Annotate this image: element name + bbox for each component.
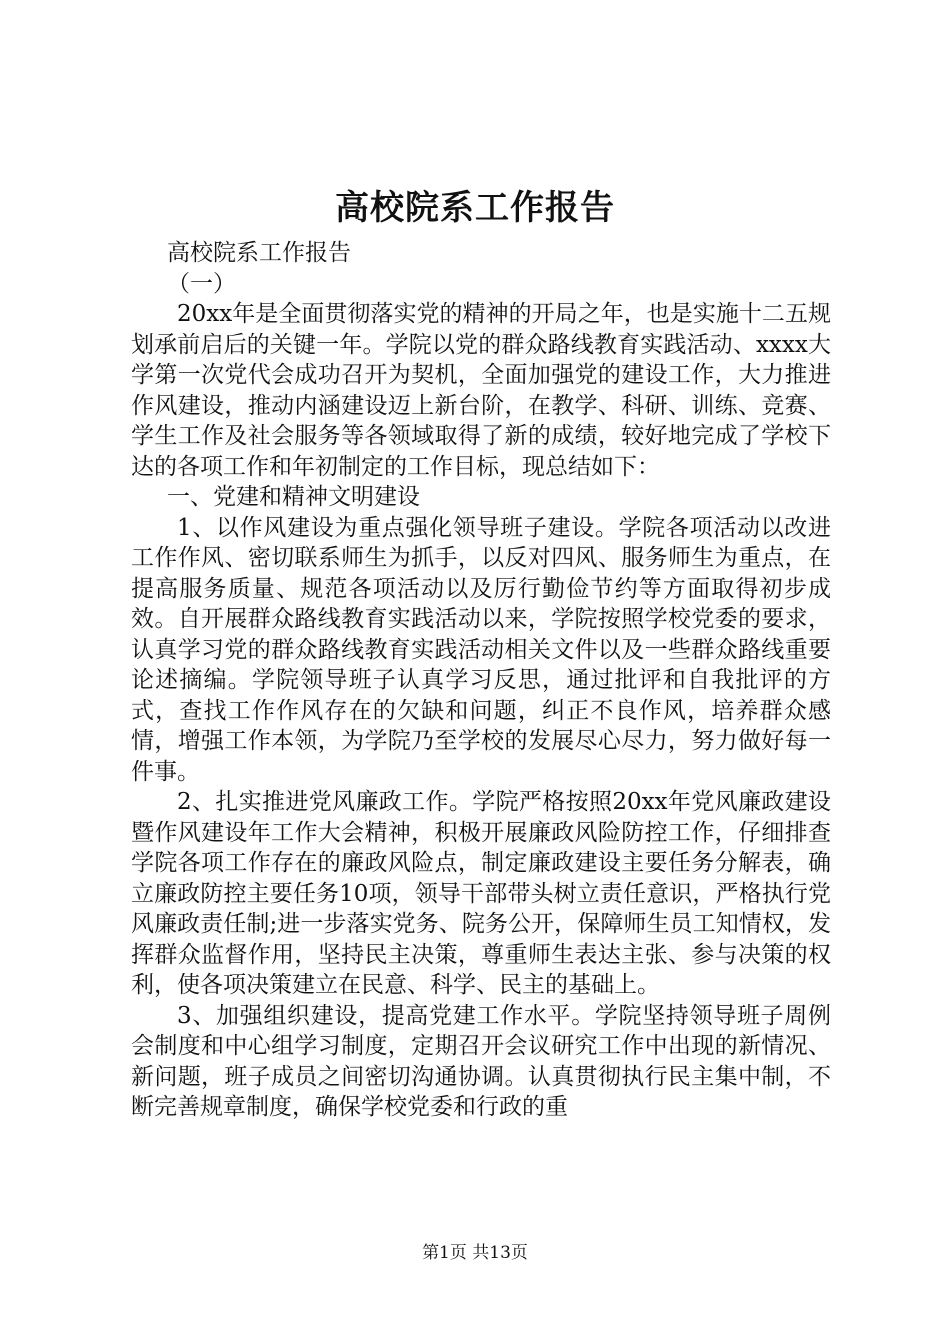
body-paragraph-1: 1、以作风建设为重点强化领导班子建设。学院各项活动以改进工作作风、密切联系师生为抓手，以反对四风、服务师生为重点，在提高服务质量、规范各项活动以及厉行勤俭节约等方面取得初步成效。自开展群众路线教育实践活动以来，学院按照学校党委的要求，认真学习党的群众路线教育实践活动相关文件以及一些群众路线重要论述摘编。学院领导班子认真学习反思，通过批评和自我批评的方式，查找工作作风存在的欠缺和问题，纠正不良作风，培养群众感情，增强工作本领，为学院乃至学校的发展尽心尽力，努力做好每一件事。 bbox=[131, 514, 831, 785]
subtitle-paragraph: 高校院系工作报告 bbox=[167, 240, 351, 266]
intro-paragraph: 20xx年是全面贯彻落实党的精神的开局之年，也是实施十二五规划承前启后的关键一年。学院以党的群众路线教育实践活动、xxxx大学第一次党代会成功召开为契机，全面加强党的建设工作，大力推进作风建设，推动内涵建设迈上新台阶，在教学、科研、训练、竞赛、学生工作及社会服务等各领域取得了新的成绩，较好地完成了学校下达的各项工作和年初制定的工作目标，现总结如下： bbox=[131, 301, 831, 480]
page-footer: 第1页 共13页 bbox=[422, 1243, 528, 1263]
document-body bbox=[131, 238, 831, 1123]
section-heading: 一、党建和精神文明建设 bbox=[167, 484, 420, 510]
document-title: 高校院系工作报告 bbox=[335, 188, 615, 228]
body-paragraph-2: 2、扎实推进党风廉政工作。学院严格按照20xx年党风廉政建设暨作风建设年工作大会精神，积极开展廉政风险防控工作，仔细排查学院各项工作存在的廉政风险点，制定廉政建设主要任务分解表，确立廉政防控主要任务10项，领导干部带头树立责任意识，严格执行党风廉政责任制;进一步落实党务、院务公开，保障师生员工知情权，发挥群众监督作用，坚持民主决策，尊重师生表达主张、参与决策的权利，使各项决策建立在民意、科学、民主的基础上。 bbox=[131, 789, 831, 998]
body-paragraph-3: 3、加强组织建设，提高党建工作水平。学院坚持领导班子周例会制度和中心组学习制度，定期召开会议研究工作中出现的新情况、新问题，班子成员之间密切沟通协调。认真贯彻执行民主集中制，不断完善规章制度，确保学校党委和行政的重 bbox=[131, 1002, 831, 1120]
section-number-paragraph: （一） bbox=[167, 270, 236, 297]
